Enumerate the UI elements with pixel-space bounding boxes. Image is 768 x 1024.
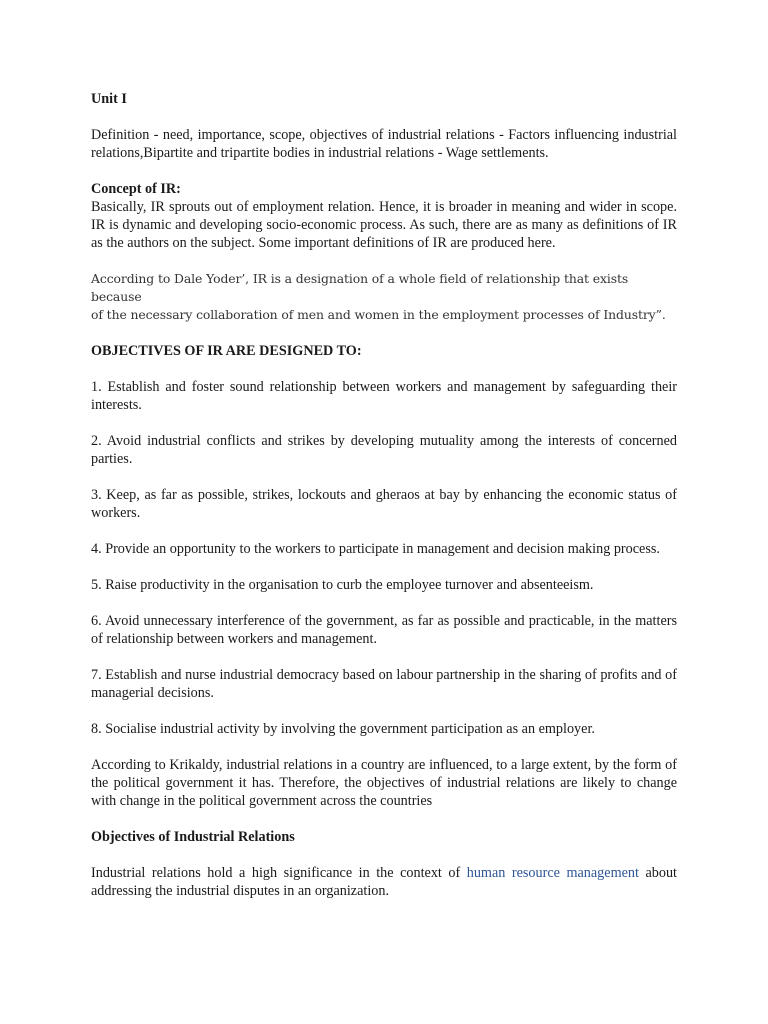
yoder-definition: [91, 270, 677, 324]
unit-title: Unit I: [91, 91, 127, 107]
objective-item-6: 6. Avoid unnecessary interference of the government, as far as possible and practicable, in the matters of relationship between workers and management.: [91, 613, 677, 647]
objectives-heading: OBJECTIVES OF IR ARE DESIGNED TO:: [91, 343, 362, 359]
objective-item-3: 3. Keep, as far as possible, strikes, lockouts and gheraos at bay by enhancing the economic status of workers.: [91, 487, 677, 521]
concept-heading: Concept of IR:: [91, 181, 181, 197]
closing-paragraph: [91, 864, 677, 900]
krikaldy-text: According to Krikaldy, industrial relations in a country are influenced, to a large extent, by the form of the political government it has. Therefore, the objectives of industrial relations are likely to change with change in the political government across the countries: [91, 757, 677, 809]
syllabus-text: Definition - need, importance, scope, objectives of industrial relations - Factors influencing industrial relations,Bipartite and tripartite bodies in industrial relations - Wage settlements.: [91, 127, 677, 161]
yoder-line-1: According to Dale Yoder’, IR is a designation of a whole field of relationship that exists because: [91, 271, 629, 304]
objective-item-7: 7. Establish and nurse industrial democracy based on labour partnership in the sharing of profits and of managerial decisions.: [91, 667, 677, 701]
objective-item-4: 4. Provide an opportunity to the workers to participate in management and decision making process.: [91, 541, 660, 557]
objective-item-5: 5. Raise productivity in the organisation to curb the employee turnover and absenteeism.: [91, 577, 594, 593]
document-page: [91, 90, 677, 900]
yoder-line-2: of the necessary collaboration of men and women in the employment processes of Industry”.: [91, 307, 666, 322]
objective-item-1: 1. Establish and foster sound relationship between workers and management by safeguarding their interests.: [91, 379, 677, 413]
section-heading: Objectives of Industrial Relations: [91, 829, 295, 845]
concept-text: Basically, IR sprouts out of employment relation. Hence, it is broader in meaning and wider in scope. IR is dynamic and developing socio-economic process. As such, there are as many as definitions of IR as the authors on the subject. Some important definitions of IR are produced here.: [91, 199, 677, 251]
closing-text-before: Industrial relations hold a high significance in the context of: [91, 865, 467, 881]
closing-text-after: about addressing the industrial disputes in an organization.: [91, 865, 677, 899]
hrm-link[interactable]: human resource management: [466, 865, 639, 881]
objective-item-8: 8. Socialise industrial activity by involving the government participation as an employer.: [91, 721, 595, 737]
objective-item-2: 2. Avoid industrial conflicts and strikes by developing mutuality among the interests of concerned parties.: [91, 433, 677, 467]
